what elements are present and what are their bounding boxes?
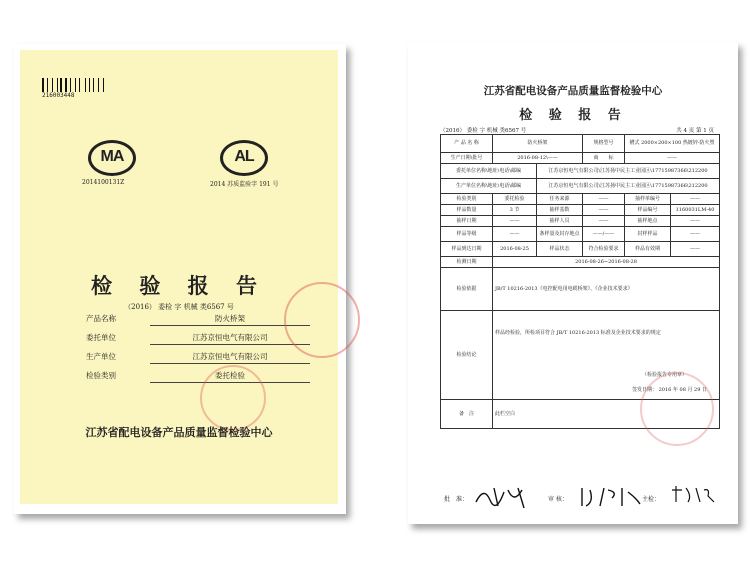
approver-signature (474, 484, 534, 510)
table-row: 产 品 名 称 防火桥架 规格型号 槽式 2000×200×100 热镀锌-防火塑 (441, 135, 720, 153)
table-row: 检验结论 样品经检验，所检项目符合 JB/T 10216-2013 标准及企业技术要求的规定 （检验报告专用章） 签发日期： 2016 年 08 月 29 日 (441, 311, 720, 400)
reviewer-signature (578, 484, 648, 510)
table-row: 生产单位名称\地址\电话\邮编 江苏京恒电气有限公司\江苏扬中民主工业园区\17715987366\212200 (441, 179, 720, 194)
cover-paper (20, 50, 338, 504)
field-client: 委托单位 江苏京恒电气有限公司 (86, 330, 310, 345)
field-inspection-type: 检验类别 委托检验 (86, 368, 310, 383)
report-cover-page (14, 44, 346, 514)
cal-logo: AL (220, 140, 268, 176)
cma-logo-caption: 2014100131Z (82, 179, 125, 186)
table-row: 检验类别 委托检验 任务来源 —— 抽样单编号 —— (441, 194, 720, 205)
table-row: 检验依据 JB/T 10216-2013《电控配电用电缆桥架》、《企业技术要求》 (441, 268, 720, 311)
table-row: 抽样日期 —— 抽样人员 —— 抽样地点 —— (441, 216, 720, 227)
report-first-page (408, 42, 738, 524)
review-label: 审 核： (548, 496, 568, 503)
cma-logo: MA (88, 140, 136, 176)
barcode (42, 78, 106, 92)
field-product-name: 产品名称 防火桥架 (86, 311, 310, 326)
cover-report-number: （2016） 委检 字 机械 类6567 号 (124, 303, 234, 311)
table-row: 检测日期 2016-08-26~2016-08-28 (441, 257, 720, 268)
table-row: 样品等级 —— 条样量及封存地点 ——/—— 封样样品 —— (441, 227, 720, 242)
table-row: 生产日期\批号 2016-08-12\—— 商 标 —— (441, 153, 720, 164)
red-seal-stamp (284, 282, 360, 358)
table-row: 样品数量 3 节 抽样基数 —— 样品编号 1160031LM-40 (441, 205, 720, 216)
table-row: 备 注 此栏空白 (441, 400, 720, 429)
field-producer: 生产单位 江苏京恒电气有限公司 (86, 349, 310, 364)
stamp-label: （检验报告专用章） (642, 372, 688, 378)
tester-signature (670, 484, 720, 506)
cal-logo-caption: 2014 苏质监验字 191 号 (210, 181, 279, 188)
inspection-seal-stamp (640, 372, 714, 446)
cover-organization: 江苏省配电设备产品质量监督检验中心 (85, 426, 273, 439)
company-seal-stamp (200, 365, 266, 431)
page-info: 共 4 页 第 1 页 (676, 128, 714, 134)
cover-title: 检 验 报 告 (91, 273, 267, 298)
table-row: 委托单位名称\地址\电话\邮编 江苏京恒电气有限公司\江苏扬中民主工业园区\17715987366\212200 (441, 164, 720, 179)
test-label: 主检： (642, 496, 661, 503)
table-row: 样品到达日期 2016-08-25 样品状态 符合检验要求 样品有效期 —— (441, 242, 720, 257)
report-organization: 江苏省配电设备产品质量监督检验中心 (483, 85, 663, 97)
conclusion-text: 样品经检验，所检项目符合 JB/T 10216-2013 标准及企业技术要求的规定 (495, 330, 661, 336)
barcode-number: 216003448 (42, 92, 75, 99)
signature-row (444, 494, 724, 524)
report-number: （2016） 委检 字 机械 类6567 号 (440, 128, 527, 134)
issue-date: 签发日期： 2016 年 08 月 29 日 (632, 387, 708, 393)
report-title: 检 验 报 告 (519, 108, 627, 123)
approve-label: 批 准： (444, 496, 469, 503)
